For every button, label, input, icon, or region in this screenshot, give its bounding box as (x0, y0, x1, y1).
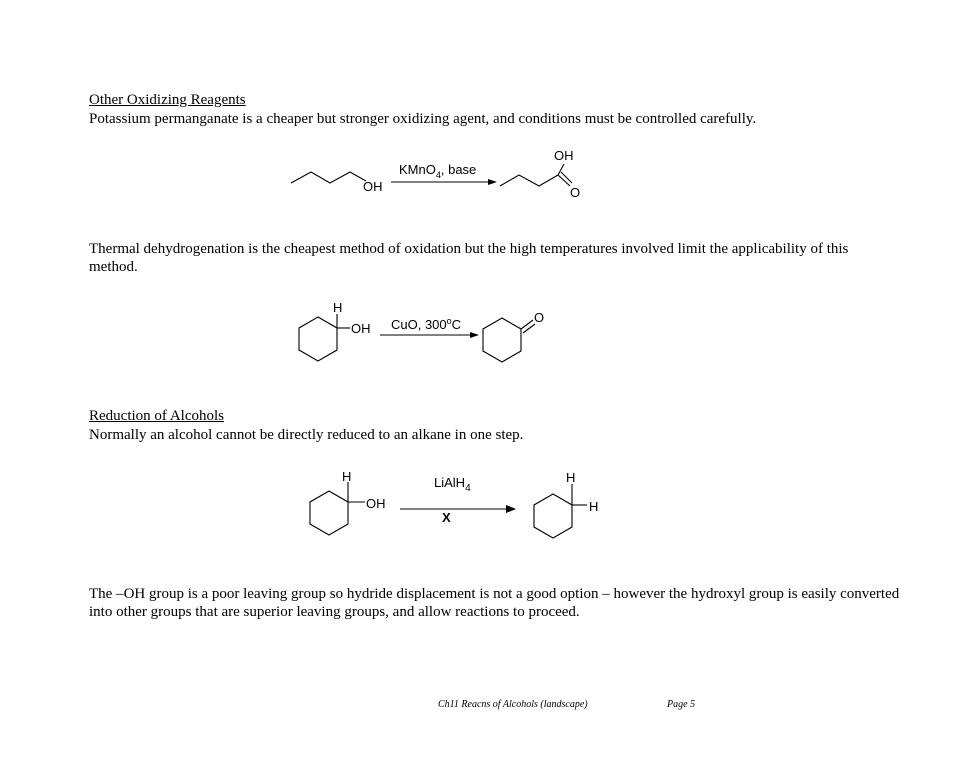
product-h-right-label: H (589, 499, 599, 514)
paragraph-dehydrogenation: Thermal dehydrogenation is the cheapest method of oxidation but the high temperatures involved limit the applicability of this method. (89, 241, 849, 275)
footer-title: Ch11 Reacns of Alcohols (landscape) (438, 699, 588, 710)
paragraph-reduction: Normally an alcohol cannot be directly reduced to an alkane in one step. (89, 427, 524, 443)
product-h-top-label: H (566, 470, 576, 485)
reactant-cyclohexanol (310, 469, 386, 535)
reactant-oh-label: OH (366, 496, 386, 511)
paragraph-permanganate: Potassium permanganate is a cheaper but stronger oxidizing agent, and conditions must be controlled carefully. (89, 111, 757, 127)
reactant-h-label: H (333, 300, 343, 315)
blocked-x-mark: X (442, 510, 451, 525)
reactant-oh-label: OH (363, 179, 383, 194)
reactant-h-label: H (342, 469, 352, 484)
paragraph-leaving-group: The –OH group is a poor leaving group so hydride displacement is not a good option – however the hydroxyl group is easily converted into other groups that are superior leaving groups, and allow reactions to proceed. (89, 586, 900, 620)
heading-reduction-of-alcohols: Reduction of Alcohols (89, 408, 224, 424)
footer-page-number: Page 5 (667, 699, 696, 710)
product-oh-label: OH (554, 148, 574, 163)
reagent-kmno4-label: KMnO$_4$, base (399, 162, 477, 180)
product-cyclohexane (534, 470, 598, 538)
reagent-lialh4-label: LiAlH$_4$ (434, 475, 471, 494)
reagent-cuo-label: CuO, 300$^o$C (391, 316, 462, 332)
product-o-label: O (534, 310, 545, 325)
product-o-label: O (570, 185, 581, 200)
reactant-oh-label: OH (351, 321, 371, 336)
reaction-arrow (400, 505, 516, 513)
heading-oxidizing-reagents: Other Oxidizing Reagents (89, 92, 246, 108)
